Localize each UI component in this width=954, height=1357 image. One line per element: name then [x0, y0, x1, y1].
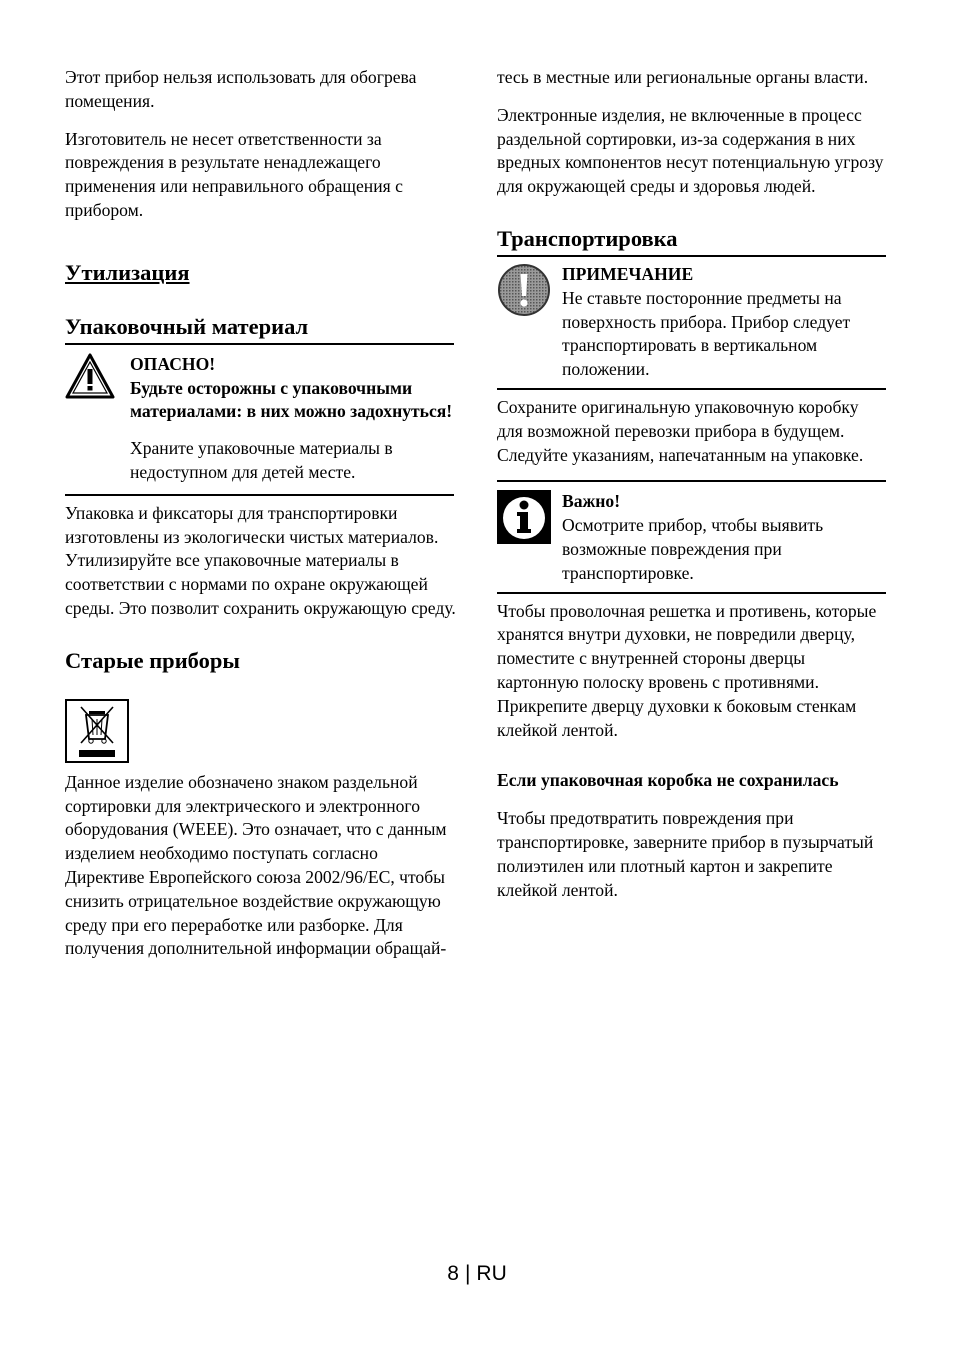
- page-number: 8: [447, 1262, 459, 1285]
- heading-no-box: Если упаковочная коробка не сохранилась: [497, 770, 839, 791]
- info-icon: [497, 490, 551, 549]
- paragraph-authorities: тесь в местные или региональные органы власти.: [497, 67, 869, 87]
- important-title: Важно!: [562, 491, 621, 512]
- note-text: Не ставьте посторонние предметы на поверхность прибора. Прибор следует транспортировать в вертикальном положении.: [562, 287, 851, 380]
- heading-transport: Транспортировка: [497, 225, 678, 251]
- paragraph-weee: Данное изделие обозначено знаком раздельной сортировки для электрического и электронного оборудования (WEEE). Это означает, что с данным изделием необходимо поступать согласно Директиве Европейского союза 2002/96/EC, чтобы снизить отрицательное воздействие окружающую среду при его переработке или разборке. Для получения дополнительной информации обращай-: [65, 771, 447, 959]
- danger-text: Храните упаковочные материалы в недоступном для детей месте.: [130, 438, 393, 482]
- heading-old-appliances: Старые приборы: [65, 647, 240, 673]
- note-notice: [497, 257, 886, 390]
- right-column: [497, 66, 891, 902]
- paragraph-packaging-eco: Упаковка и фиксаторы для транспортировки изготовлены из экологически чистых материалов. Утилизируйте все упаковочные материалы в соответствии с нормами по охране окружающей среды. Это позволит сохранить окружающую среду.: [65, 502, 456, 618]
- heading-transport-rule: [497, 225, 886, 257]
- important-notice: [497, 482, 886, 593]
- warning-triangle-icon: [65, 353, 115, 404]
- left-column: [65, 66, 457, 961]
- footer-separator: |: [464, 1262, 471, 1285]
- paragraph-wrap: Чтобы предотвратить повреждения при транспортировке, заверните прибор в пузырчатый полиэтилен или плотный картон и закрепите клейкой лентой.: [497, 808, 874, 900]
- heading-packaging: Упаковочный материал: [65, 313, 309, 339]
- danger-bold-text: Будьте осторожны с упаковочными материалами: в них можно задохнуться!: [130, 377, 453, 422]
- paragraph-liability: Изготовитель не несет ответственности за повреждения в результате ненадлежащего применения или неправильного обращения с прибором.: [65, 128, 403, 220]
- note-title: ПРИМЕЧАНИЕ: [562, 263, 694, 284]
- heading-disposal: Утилизация: [65, 259, 190, 285]
- page-footer: [0, 1262, 954, 1286]
- danger-title: ОПАСНО!: [130, 353, 216, 374]
- paragraph-heating: Этот прибор нельзя использовать для обогрева помещения.: [65, 67, 417, 111]
- language-code: RU: [476, 1262, 507, 1285]
- paragraph-keep-box: Сохраните оригинальную упаковочную коробку для возможной перевозки прибора в будущем. Следуйте указаниям, напечатанным на упаковке.: [497, 396, 886, 482]
- paragraph-protect-door: Чтобы проволочная решетка и противень, которые хранятся внутри духовки, не повредили дверцу, поместите с внутренней стороны дверцы картонную полоску вровень с противнями. Прикрепите дверцу духовки к боковым стенкам клейкой лентой.: [497, 600, 877, 740]
- paragraph-electronics: Электронные изделия, не включенные в процесс раздельной сортировки, из-за содержания в них вредных компонентов несут потенциальную угрозу для окружающей среды и здоровья людей.: [497, 104, 884, 197]
- danger-notice: [65, 345, 454, 496]
- exclamation-icon: [497, 263, 551, 322]
- important-text: Осмотрите прибор, чтобы выявить возможные повреждения при транспортировке.: [562, 515, 824, 583]
- weee-bin-icon: [65, 699, 129, 763]
- heading-packaging-rule: [65, 313, 454, 345]
